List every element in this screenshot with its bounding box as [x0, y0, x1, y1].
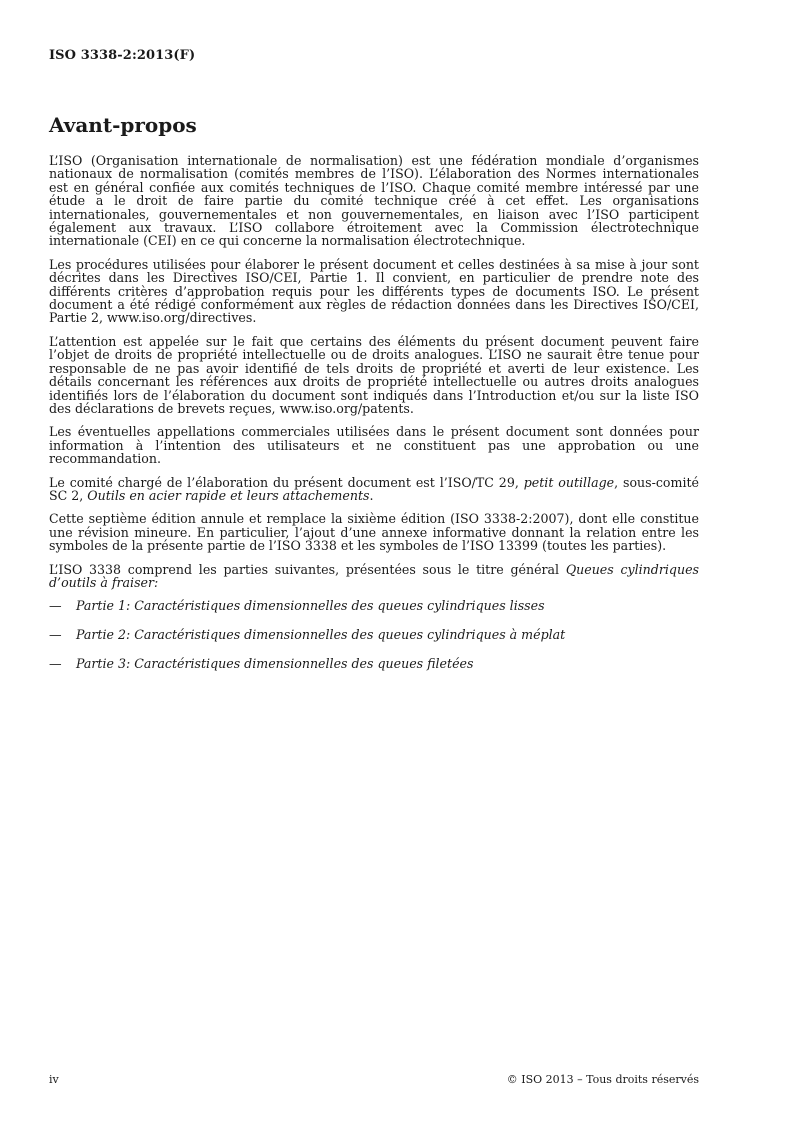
paragraph-committee	[49, 476, 699, 503]
subcommittee-name: Outils en acier rapide et leurs attachements	[87, 487, 370, 503]
list-item	[49, 599, 699, 612]
dash-bullet: —	[49, 598, 62, 614]
paragraph-edition: Cette septième édition annule et remplace la sixième édition (ISO 3338-2:2007), dont elle constitue une révision mineure. En particulier, l’ajout d’une annexe informative donnant la relation entre les symboles de la présente partie de l’ISO 3338 et les symboles de l’ISO 13399 (toutes les parties).	[49, 511, 699, 554]
committee-text-mid: , sous-comité SC 2,	[49, 474, 700, 503]
list-item	[49, 628, 699, 641]
part-title: Partie 1: Caractéristiques dimensionnelles des queues cylindriques lisses	[76, 598, 545, 614]
copyright-notice: © ISO 2013 – Tous droits réservés	[506, 1073, 699, 1086]
dash-bullet: —	[49, 627, 62, 643]
paragraph-patents: L’attention est appelée sur le fait que certains des éléments du présent document peuvent faire l’objet de droits de propriété intellectuelle ou de droits analogues. L’ISO ne saurait être tenue pour responsable de ne pas avoir identifié de tels droits de propriété et averti de leur existence. Les détails concernant les références aux droits de propriété intellectuelle ou autres droits analogues identifiés lors de l’élaboration du document sont indiqués dans l’Introduction et/ou sur la liste ISO des déclarations de brevets reçues, www.iso.org/patents.	[49, 333, 699, 416]
committee-name: petit outillage	[523, 474, 615, 490]
paragraph-trade-names: Les éventuelles appellations commerciales utilisées dans le présent document sont données pour information à l’intention des utilisateurs et ne constituent pas une approbation ou une recommandation.	[49, 424, 699, 467]
paragraph-parts-intro	[49, 563, 699, 590]
parts-general-title: Queues cylindriques d’outils à fraiser:	[49, 561, 699, 590]
foreword-body	[49, 154, 699, 686]
parts-list	[49, 599, 699, 670]
document-id-header: ISO 3338-2:2013(F)	[49, 48, 196, 63]
part-title: Partie 3: Caractéristiques dimensionnelles des queues filetées	[76, 656, 474, 672]
list-item	[49, 657, 699, 670]
paragraph-procedures: Les procédures utilisées pour élaborer le présent document et celles destinées à sa mise à jour sont décrites dans les Directives ISO/CEI, Partie 1. Il convient, en particulier de prendre note des différents critères d’approbation requis pour les différents types de documents ISO. Le présent document a été rédigé conformément aux règles de rédaction données dans les Directives ISO/CEI, Partie 2, www.iso.org/directives.	[49, 256, 699, 326]
page-title: Avant-propos	[49, 113, 197, 137]
page-number: iv	[49, 1073, 59, 1086]
committee-text-end: .	[369, 487, 374, 503]
committee-text-start: Le comité chargé de l’élaboration du présent document est l’ISO/TC 29,	[49, 474, 524, 490]
dash-bullet: —	[49, 656, 62, 672]
paragraph-iso-intro: L’ISO (Organisation internationale de normalisation) est une fédération mondiale d’organismes nationaux de normalisation (comités membres de l’ISO). L’élaboration des Normes internationales est en général confiée aux comités techniques de l’ISO. Chaque comité membre intéressé par une étude a le droit de faire partie du comité technique créé à cet effet. Les organisations internationales, gouvernementales et non gouvernementales, en liaison avec l’ISO participent également aux travaux. L’ISO collabore étroitement avec la Commission électrotechnique internationale (CEI) en ce qui concerne la normalisation électrotechnique.	[49, 153, 699, 249]
part-title: Partie 2: Caractéristiques dimensionnelles des queues cylindriques à méplat	[76, 627, 566, 643]
parts-intro-text: L’ISO 3338 comprend les parties suivantes, présentées sous le titre général	[49, 561, 566, 577]
